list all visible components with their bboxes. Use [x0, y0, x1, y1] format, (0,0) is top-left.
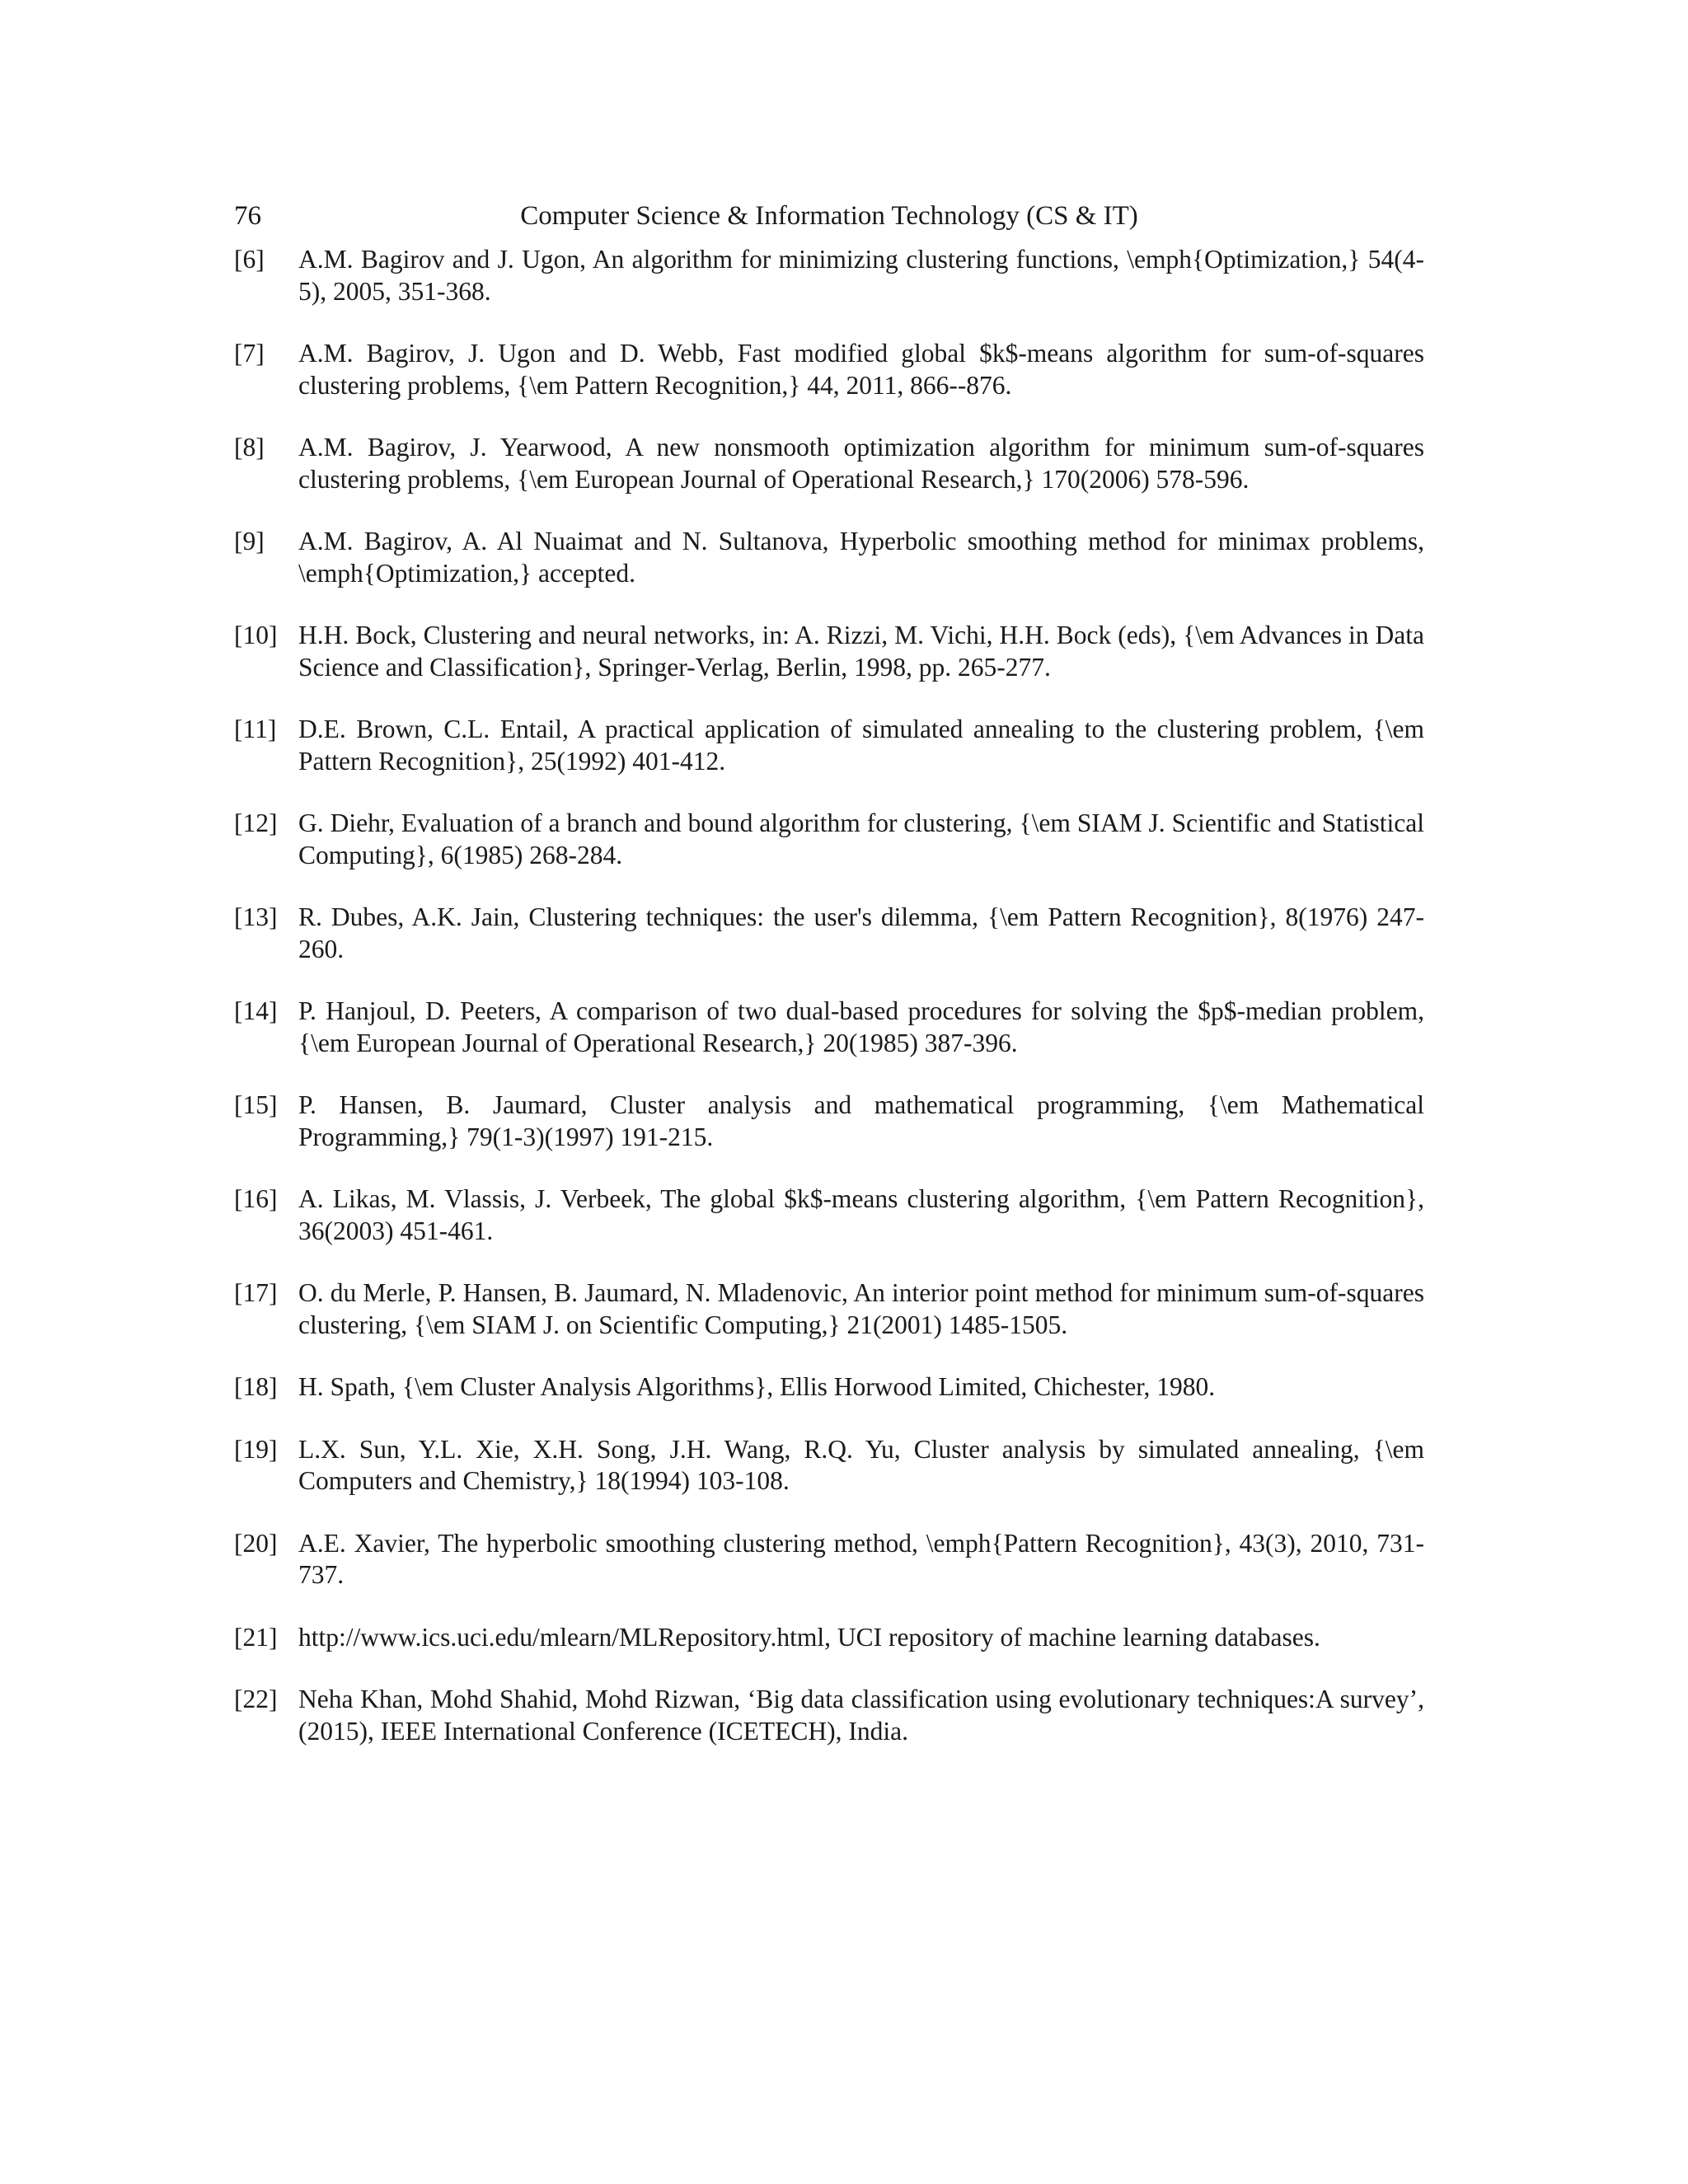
reference-label: [13]	[234, 902, 278, 931]
reference-label: [9]	[234, 527, 265, 555]
reference-label: [17]	[234, 1278, 278, 1307]
reference-13	[234, 902, 1424, 965]
reference-14	[234, 996, 1424, 1059]
reference-label: [22]	[234, 1685, 278, 1713]
reference-text: A.M. Bagirov and J. Ugon, An algorithm for minimizing clustering functions, \emph{Optimization,} 54(4-5), 2005, 351-368.	[298, 245, 1424, 306]
reference-text: H. Spath, {\em Cluster Analysis Algorithms}, Ellis Horwood Limited, Chichester, 1980.	[298, 1372, 1216, 1401]
reference-label: [10]	[234, 621, 278, 649]
reference-label: [18]	[234, 1372, 278, 1401]
reference-label: [6]	[234, 245, 265, 274]
reference-text: A.M. Bagirov, J. Ugon and D. Webb, Fast modified global $k$-means algorithm for sum-of-squares clustering problems, {\em Pattern Recognition,} 44, 2011, 866--876.	[298, 339, 1424, 400]
running-header	[234, 196, 1424, 236]
reference-11	[234, 714, 1424, 777]
reference-text: D.E. Brown, C.L. Entail, A practical application of simulated annealing to the clustering problem, {\em Pattern Recognition}, 25(1992) 401-412.	[298, 715, 1424, 776]
reference-text: Neha Khan, Mohd Shahid, Mohd Rizwan, ‘Big data classification using evolutionary techniques:A survey’,(2015), IEEE International Conference (ICETECH), India.	[298, 1685, 1424, 1746]
reference-18	[234, 1371, 1424, 1404]
reference-list	[234, 244, 1424, 1778]
reference-7	[234, 338, 1424, 401]
reference-19	[234, 1434, 1424, 1497]
reference-text: A. Likas, M. Vlassis, J. Verbeek, The global $k$-means clustering algorithm, {\em Pattern Recognition}, 36(2003) 451-461.	[298, 1184, 1424, 1245]
reference-text: R. Dubes, A.K. Jain, Clustering techniques: the user's dilemma, {\em Pattern Recognition}, 8(1976) 247-260.	[298, 902, 1424, 963]
reference-15	[234, 1090, 1424, 1153]
reference-label: [11]	[234, 715, 277, 743]
journal-title: Computer Science & Information Technology (CS & IT)	[520, 201, 1138, 231]
reference-label: [20]	[234, 1528, 278, 1558]
reference-label: [7]	[234, 339, 265, 368]
reference-21	[234, 1622, 1424, 1654]
reference-22	[234, 1684, 1424, 1747]
reference-17	[234, 1277, 1424, 1341]
reference-text: H.H. Bock, Clustering and neural networks, in: A. Rizzi, M. Vichi, H.H. Bock (eds), {\em Advances in Data Science and Classification}, Springer-Verlag, Berlin, 1998, pp. 265-277.	[298, 621, 1424, 682]
reference-label: [12]	[234, 808, 278, 837]
reference-label: [21]	[234, 1622, 278, 1652]
reference-text: O. du Merle, P. Hansen, B. Jaumard, N. Mladenovic, An interior point method for minimum sum-of-squares clustering, {\em SIAM J. on Scientific Computing,} 21(2001) 1485-1505.	[298, 1278, 1424, 1339]
reference-10	[234, 620, 1424, 683]
reference-20	[234, 1528, 1424, 1591]
page-number: 76	[234, 201, 261, 231]
reference-12	[234, 808, 1424, 871]
reference-text: A.M. Bagirov, A. Al Nuaimat and N. Sultanova, Hyperbolic smoothing method for minimax problems, \emph{Optimization,} accepted.	[298, 527, 1424, 588]
reference-label: [15]	[234, 1090, 278, 1119]
reference-text: L.X. Sun, Y.L. Xie, X.H. Song, J.H. Wang, R.Q. Yu, Cluster analysis by simulated annealing, {\em Computers and Chemistry,} 18(1994) 103-108.	[298, 1434, 1424, 1495]
reference-text: A.E. Xavier, The hyperbolic smoothing clustering method, \emph{Pattern Recognition}, 43(3), 2010, 731-737.	[298, 1528, 1424, 1589]
reference-text: A.M. Bagirov, J. Yearwood, A new nonsmooth optimization algorithm for minimum sum-of-squares clustering problems, {\em European Journal of Operational Research,} 170(2006) 578-596.	[298, 433, 1424, 494]
reference-16	[234, 1183, 1424, 1247]
reference-6	[234, 244, 1424, 307]
reference-label: [14]	[234, 996, 278, 1025]
reference-9	[234, 526, 1424, 589]
reference-text: http://www.ics.uci.edu/mlearn/MLRepository.html, UCI repository of machine learning databases.	[298, 1622, 1320, 1652]
reference-label: [19]	[234, 1434, 278, 1464]
reference-text: G. Diehr, Evaluation of a branch and bound algorithm for clustering, {\em SIAM J. Scientific and Statistical Computing}, 6(1985) 268-284.	[298, 808, 1424, 869]
reference-label: [16]	[234, 1184, 278, 1213]
reference-8	[234, 432, 1424, 495]
reference-text: P. Hanjoul, D. Peeters, A comparison of two dual-based procedures for solving the $p$-median problem, {\em European Journal of Operational Research,} 20(1985) 387-396.	[298, 996, 1424, 1057]
reference-label: [8]	[234, 433, 265, 462]
reference-text: P. Hansen, B. Jaumard, Cluster analysis and mathematical programming, {\em Mathematical Programming,} 79(1-3)(1997) 191-215.	[298, 1090, 1424, 1151]
